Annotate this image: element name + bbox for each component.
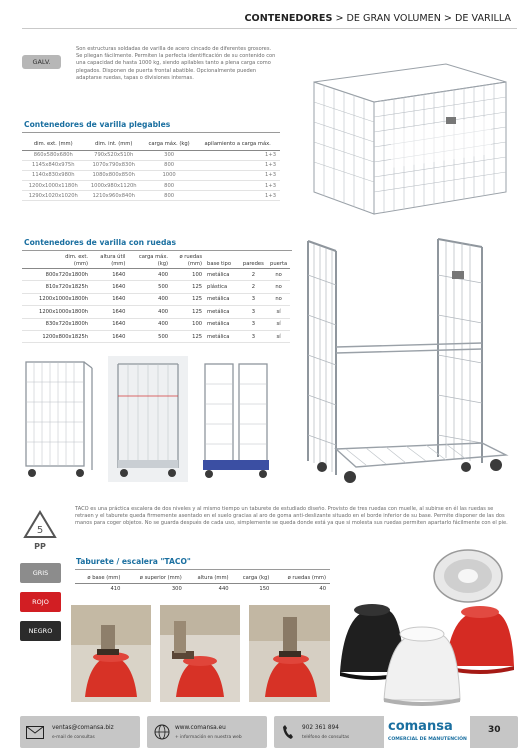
cell: 1640 bbox=[91, 293, 128, 305]
cell: 2 bbox=[240, 281, 268, 293]
col-header: (mm) bbox=[91, 261, 128, 269]
cell: 1+3 bbox=[195, 191, 280, 201]
table-row bbox=[22, 181, 280, 191]
description-taco: TACO es una práctica escalera de dos niveles y al mismo tiempo un taburete de estudiado diseño. Provisto de tres ruedas con muelle, al subirse en él las ruedas se retraen y el taburete queda firmemente asentado en el suelo gracias al aro de goma anti-deslizante situado en el borde inferior de su base. Permite disponer de las dos manos para coger objetos. No se guarda después de cada uso, simplemente se queda donde está ya que si molesta sus ruedas permiten apartarlo fácilmente con el pie. bbox=[75, 506, 508, 527]
cell: 125 bbox=[171, 281, 205, 293]
col-header: ø ruedas (mm) bbox=[273, 573, 330, 583]
section-title-taco: Taburete / escalera "TACO" bbox=[76, 557, 191, 566]
cell: 100 bbox=[171, 269, 205, 281]
cell: 1000x980x1120h bbox=[85, 181, 143, 191]
cell: sí bbox=[267, 330, 290, 342]
table-row bbox=[22, 306, 290, 318]
cell: 860x580x680h bbox=[22, 150, 85, 160]
table-row bbox=[75, 583, 330, 594]
roll-container-photo-small-3 bbox=[199, 356, 275, 482]
table-row bbox=[22, 269, 290, 281]
cell: 790x520x510h bbox=[85, 150, 143, 160]
material-badge: GALV. bbox=[22, 55, 61, 69]
brand-tagline: COMERCIAL DE MANUTENCIÓN bbox=[388, 737, 467, 742]
recycling-icon bbox=[22, 510, 58, 552]
cell: 810x720x1825h bbox=[22, 281, 91, 293]
cell: 410 bbox=[110, 585, 121, 592]
cell: 125 bbox=[171, 330, 205, 342]
cell: 800 bbox=[143, 160, 195, 170]
footer-web-link[interactable]: www.comansa.eu bbox=[175, 725, 226, 731]
recycling-code: PP bbox=[34, 542, 46, 551]
stool-photo-3 bbox=[249, 605, 330, 702]
cell: 1080x800x850h bbox=[85, 170, 143, 180]
table-taco bbox=[75, 573, 330, 594]
breadcrumb-sub: > DE GRAN VOLUMEN > DE VARILLA bbox=[332, 13, 511, 24]
cell: 830x720x1800h bbox=[22, 318, 91, 330]
cell: 1290x1020x1020h bbox=[22, 191, 85, 201]
cell: 1+3 bbox=[195, 181, 280, 191]
cell: 1+3 bbox=[195, 160, 280, 170]
cell: metálica bbox=[205, 306, 239, 318]
roll-container-photo bbox=[296, 235, 518, 487]
footer-phone-box bbox=[274, 716, 518, 748]
cell: 400 bbox=[128, 293, 171, 305]
cell: 125 bbox=[171, 306, 205, 318]
breadcrumb-main: CONTENEDORES bbox=[244, 13, 333, 24]
globe-icon bbox=[154, 724, 170, 740]
cell: 440 bbox=[218, 585, 229, 592]
col-header: ø base (mm) bbox=[75, 573, 124, 583]
col-header: base tipo bbox=[205, 261, 239, 269]
col-header bbox=[267, 254, 290, 261]
cell: 3 bbox=[240, 330, 268, 342]
cell: 1210x960x840h bbox=[85, 191, 143, 201]
cell: 3 bbox=[240, 318, 268, 330]
cell: 40 bbox=[319, 585, 326, 592]
cell: 800x720x1800h bbox=[22, 269, 91, 281]
col-header: carga máx. bbox=[138, 254, 169, 260]
cell: 500 bbox=[128, 330, 171, 342]
table-plegables bbox=[22, 138, 280, 201]
cell: 400 bbox=[128, 269, 171, 281]
cell: sí bbox=[267, 306, 290, 318]
cell: 1070x790x830h bbox=[85, 160, 143, 170]
cell: metálica bbox=[205, 318, 239, 330]
section-divider bbox=[75, 569, 330, 570]
color-swatch-negro: NEGRO bbox=[20, 621, 61, 641]
roll-container-photo-small-2 bbox=[108, 356, 188, 482]
table-header-row bbox=[75, 573, 330, 583]
col-header: (kg) bbox=[128, 261, 171, 269]
col-header: paredes bbox=[240, 261, 268, 269]
page-header bbox=[0, 0, 529, 30]
cell: 1+3 bbox=[195, 150, 280, 160]
footer-phone-caption: teléfono de consultas bbox=[302, 735, 350, 740]
cell: 1140x830x980h bbox=[22, 170, 85, 180]
cell: 500 bbox=[128, 281, 171, 293]
cell: metálica bbox=[205, 330, 239, 342]
brand-logo: comansa bbox=[388, 719, 453, 734]
cell: metálica bbox=[205, 293, 239, 305]
folding-container-photo bbox=[296, 42, 518, 222]
cell: 1200x1000x1800h bbox=[22, 293, 91, 305]
roll-container-photo-small-1 bbox=[20, 356, 96, 482]
table-row bbox=[22, 170, 280, 180]
color-swatch-gris: GRIS bbox=[20, 563, 61, 583]
header-divider bbox=[22, 28, 517, 29]
cell: 300 bbox=[143, 150, 195, 160]
page-number: 30 bbox=[488, 725, 501, 735]
cell: 150 bbox=[259, 585, 270, 592]
col-header: altura (mm) bbox=[186, 573, 233, 583]
envelope-icon bbox=[26, 726, 44, 739]
table-row bbox=[22, 150, 280, 160]
cell: no bbox=[267, 269, 290, 281]
footer-email-caption: e-mail de consultas bbox=[52, 735, 95, 740]
cell: plástica bbox=[205, 281, 239, 293]
cell: 400 bbox=[128, 318, 171, 330]
cell: 800 bbox=[143, 191, 195, 201]
cell: 100 bbox=[171, 318, 205, 330]
footer-phone-number[interactable]: 902 361 894 bbox=[302, 725, 339, 731]
footer-email-link[interactable]: ventas@comansa.biz bbox=[52, 725, 114, 731]
footer-email-box bbox=[20, 716, 140, 748]
cell: 3 bbox=[240, 306, 268, 318]
footer-web-box bbox=[147, 716, 267, 748]
table-header-row bbox=[22, 261, 290, 269]
table-header-row bbox=[22, 138, 280, 150]
section-title-ruedas: Contenedores de varilla con ruedas bbox=[24, 238, 177, 247]
cell: metálica bbox=[205, 269, 239, 281]
cell: sí bbox=[267, 318, 290, 330]
table-row bbox=[22, 330, 290, 342]
stools-product-photo bbox=[336, 548, 518, 708]
col-header: carga máx. (kg) bbox=[143, 138, 195, 150]
section-title-plegables: Contenedores de varilla plegables bbox=[24, 120, 171, 129]
table-row bbox=[22, 281, 290, 293]
cell: 2 bbox=[240, 269, 268, 281]
table-row bbox=[22, 293, 290, 305]
stool-photo-1 bbox=[71, 605, 151, 702]
col-header: apilamiento a carga máx. bbox=[195, 138, 280, 150]
col-header: carga (kg) bbox=[233, 573, 274, 583]
col-header: altura útil bbox=[100, 254, 126, 260]
cell: 1000 bbox=[143, 170, 195, 180]
cell: 125 bbox=[171, 293, 205, 305]
cell: 1640 bbox=[91, 281, 128, 293]
table-ruedas bbox=[22, 254, 290, 343]
cell: 1+3 bbox=[195, 170, 280, 180]
breadcrumb bbox=[245, 13, 512, 24]
section-divider bbox=[22, 132, 280, 133]
cell: 1200x1000x1180h bbox=[22, 181, 85, 191]
col-header: dim. ext. bbox=[65, 254, 89, 260]
cell: 1200x1000x1800h bbox=[22, 306, 91, 318]
color-swatch-rojo: ROJO bbox=[20, 592, 61, 612]
table-row bbox=[22, 160, 280, 170]
col-header: dim. ext. (mm) bbox=[22, 138, 85, 150]
col-header: puerta bbox=[267, 261, 290, 269]
cell: 1640 bbox=[91, 306, 128, 318]
col-header: (mm) bbox=[171, 261, 205, 269]
phone-icon bbox=[282, 724, 294, 740]
cell: 1200x800x1825h bbox=[22, 330, 91, 342]
description-top: Son estructuras soldadas de varilla de acero cincado de diferentes grosores. Se pliegan fácilmente. Permiten la perfecta identificación de su contenido con una capacidad de hasta 1000 kg, siendo apilables tanto a plena carga como plegados. Disponen de puerta frontal abatible. Opcionalmente pueden adaptarse ruedas, tapas o divisiones internas. bbox=[76, 46, 276, 81]
table-row bbox=[22, 191, 280, 201]
table-header-row bbox=[22, 254, 290, 261]
stool-photo-2 bbox=[160, 605, 240, 702]
cell: 400 bbox=[128, 306, 171, 318]
cell: no bbox=[267, 293, 290, 305]
recycling-number: 5 bbox=[36, 525, 44, 536]
table-row bbox=[22, 318, 290, 330]
col-header: dim. int. (mm) bbox=[85, 138, 143, 150]
cell: 300 bbox=[171, 585, 182, 592]
cell: 1640 bbox=[91, 269, 128, 281]
col-header bbox=[240, 254, 268, 261]
col-header: ø ruedas bbox=[179, 254, 203, 260]
footer-web-caption: + información en nuestra web bbox=[175, 735, 242, 740]
col-header bbox=[205, 254, 239, 261]
cell: 1145x840x975h bbox=[22, 160, 85, 170]
cell: 1640 bbox=[91, 330, 128, 342]
cell: 3 bbox=[240, 293, 268, 305]
cell: 1640 bbox=[91, 318, 128, 330]
cell: no bbox=[267, 281, 290, 293]
col-header: (mm) bbox=[22, 261, 91, 269]
section-divider bbox=[22, 250, 292, 251]
cell: 800 bbox=[143, 181, 195, 191]
col-header: ø superior (mm) bbox=[124, 573, 185, 583]
